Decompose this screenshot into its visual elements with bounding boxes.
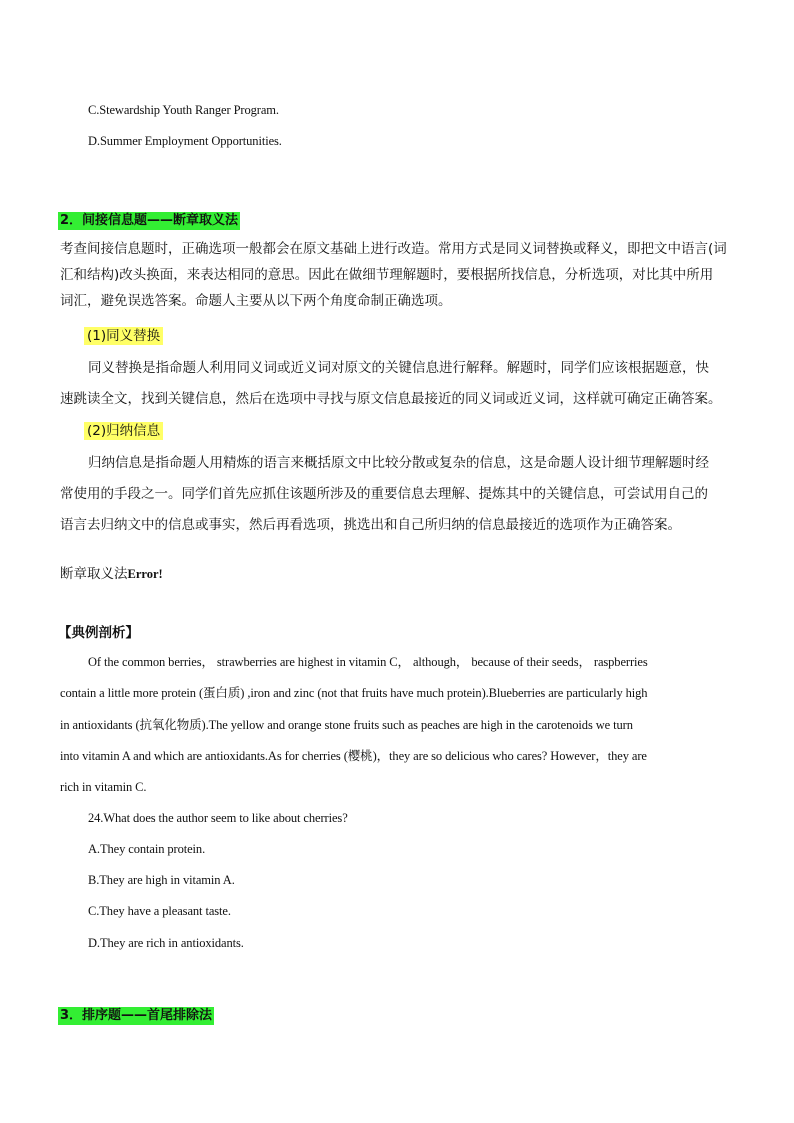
synonym-line-2: 速跳读全文，找到关键信息，然后在选项中寻找与原文信息最接近的同义词或近义词，这样就可确定正确答案。 [60,391,722,407]
passage-line-5: rich in vitamin C. [60,780,147,794]
passage-line-4: into vitamin A and which are antioxidants.As for cherries (樱桃)，they are so delicious who cares? However，they are [60,749,647,763]
subheading-synonym: (1)同义替换 [84,327,163,345]
error-prefix: 断章取义法 [60,566,128,582]
example-heading: 【典例剖析】 [58,625,139,641]
passage-line-2: contain a little more protein (蛋白质) ,iron and zinc (not that fruits have much protein).Blueberries are particularly high [60,686,648,700]
section-2-heading: 2．间接信息题——断章取义法 [60,213,239,228]
intro-line-1: 考查间接信息题时，正确选项一般都会在原文基础上进行改造。常用方式是同义词替换或释义，即把文中语言(词 [60,241,727,257]
section-3-heading: 3．排序题——首尾排除法 [60,1008,213,1023]
option-c-text: C.Stewardship Youth Ranger Program. [88,103,279,117]
intro-line-2: 汇和结构)改头换面，来表达相同的意思。因此在做细节理解题时，要根据所找信息，分析选项，对比其中所用 [60,267,714,283]
subheading-summary: (2)归纳信息 [84,422,163,440]
synonym-line-1: 同义替换是指命题人利用同义词或近义词对原文的关键信息进行解释。解题时，同学们应该根据题意，快 [88,360,709,376]
passage-line-3: in antioxidants (抗氧化物质).The yellow and orange stone fruits such as peaches are high in the carotenoids we turn [60,718,633,732]
summary-line-1: 归纳信息是指命题人用精炼的语言来概括原文中比较分散或复杂的信息，这是命题人设计细节理解题时经 [88,455,709,471]
answer-option-a: A.They contain protein. [88,842,206,856]
option-d-text: D.Summer Employment Opportunities. [88,134,282,148]
answer-option-b: B.They are high in vitamin A. [88,873,235,887]
summary-line-2: 常使用的手段之一。同学们首先应抓住该题所涉及的重要信息去理解、提炼其中的关键信息，可尝试用自己的 [60,486,708,502]
passage-line-1: Of the common berries， strawberries are highest in vitamin C， although， because of their seeds， raspberries [88,655,648,669]
summary-line-3: 语言去归纳文中的信息或事实，然后再看选项，挑选出和自己所归纳的信息最接近的选项作为正确答案。 [60,517,681,533]
error-reference [60,564,163,583]
question-text: 24.What does the author seem to like about cherries? [88,811,348,825]
answer-option-d: D.They are rich in antioxidants. [88,936,244,950]
error-word: Error! [127,567,163,581]
intro-line-3: 词汇，避免误选答案。命题人主要从以下两个角度命制正确选项。 [60,293,452,309]
answer-option-c: C.They have a pleasant taste. [88,904,231,918]
